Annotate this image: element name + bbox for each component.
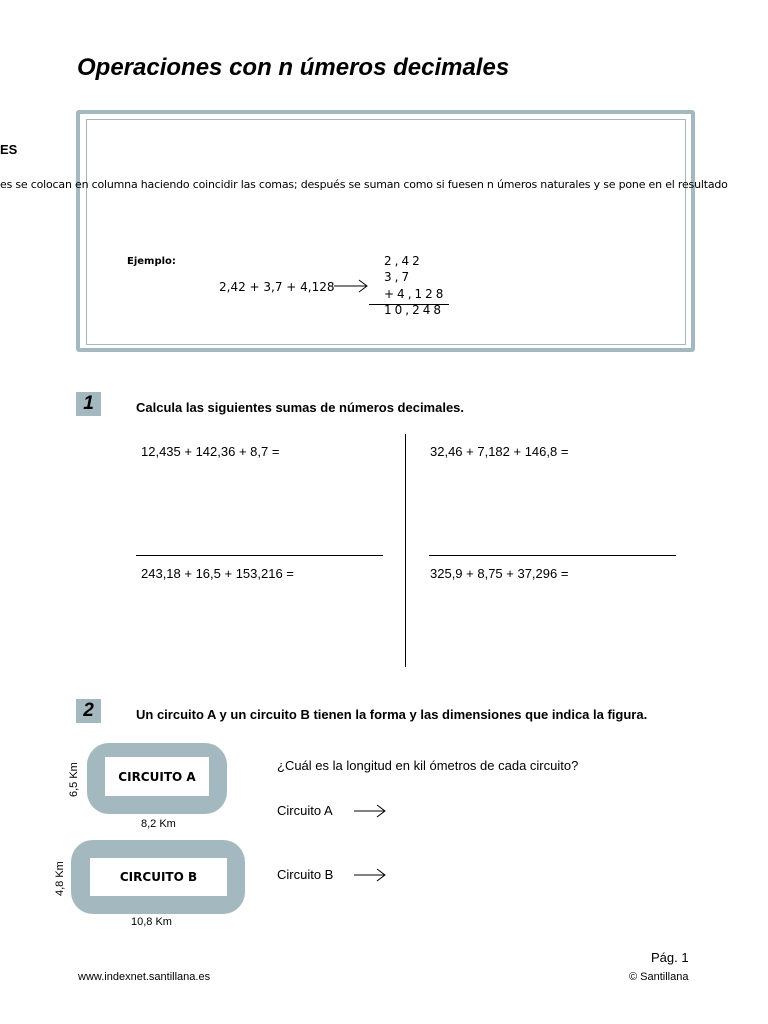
circuit-a-label: CIRCUITO A	[105, 757, 209, 796]
footer-copyright: © Santillana	[629, 971, 689, 983]
column-row-3: +4,128	[384, 287, 447, 301]
exercise-2-number: 2	[76, 699, 101, 723]
column-row-1: 2,42	[384, 254, 423, 268]
answer-circuit-a: Circuito A	[277, 803, 333, 818]
exercise-1-item-d: 325,9 + 8,75 + 37,296 =	[430, 566, 569, 581]
answer-circuit-b: Circuito B	[277, 867, 334, 882]
circuit-b-height: 4,8 Km	[54, 861, 66, 896]
exercise-2-instruction: Un circuito A y un circuito B tienen la forma y las dimensiones que indica la figura.	[136, 707, 648, 722]
circuit-b-label: CIRCUITO B	[90, 858, 227, 896]
divider-vertical	[405, 434, 406, 667]
exercise-2-question: ¿Cuál es la longitud en kil ómetros de cada circuito?	[277, 758, 579, 773]
exercise-1-item-a: 12,435 + 142,36 + 8,7 =	[141, 444, 280, 459]
arrow-right-icon	[333, 279, 369, 293]
footer-website[interactable]: www.indexnet.santillana.es	[78, 971, 211, 983]
circuit-b-width: 10,8 Km	[131, 916, 172, 928]
divider-right	[429, 555, 676, 556]
exercise-1-item-b: 32,46 + 7,182 + 146,8 =	[430, 444, 569, 459]
column-result: 10,248	[384, 303, 444, 317]
column-row-2: 3,7	[384, 270, 413, 284]
exercise-1-number: 1	[76, 392, 101, 416]
arrow-right-icon	[353, 868, 387, 882]
arrow-right-icon	[353, 804, 387, 818]
page-title: Operaciones con n úmeros decimales	[77, 54, 510, 81]
example-expression: 2,42 + 3,7 + 4,128	[219, 280, 335, 294]
example-label: Ejemplo:	[127, 256, 176, 267]
circuit-a-width: 8,2 Km	[141, 818, 176, 830]
exercise-1-item-c: 243,18 + 16,5 + 153,216 =	[141, 566, 294, 581]
page-number: Pág. 1	[651, 950, 689, 965]
circuit-a-height: 6,5 Km	[68, 762, 80, 797]
intro-heading: ES	[0, 142, 18, 157]
intro-rule: es se colocan en columna haciendo coincidir las comas; después se suman como si fuesen n úmeros naturales y se pone en el resultado	[0, 178, 728, 191]
divider-left	[136, 555, 383, 556]
exercise-1-instruction: Calcula las siguientes sumas de números decimales.	[136, 400, 465, 415]
